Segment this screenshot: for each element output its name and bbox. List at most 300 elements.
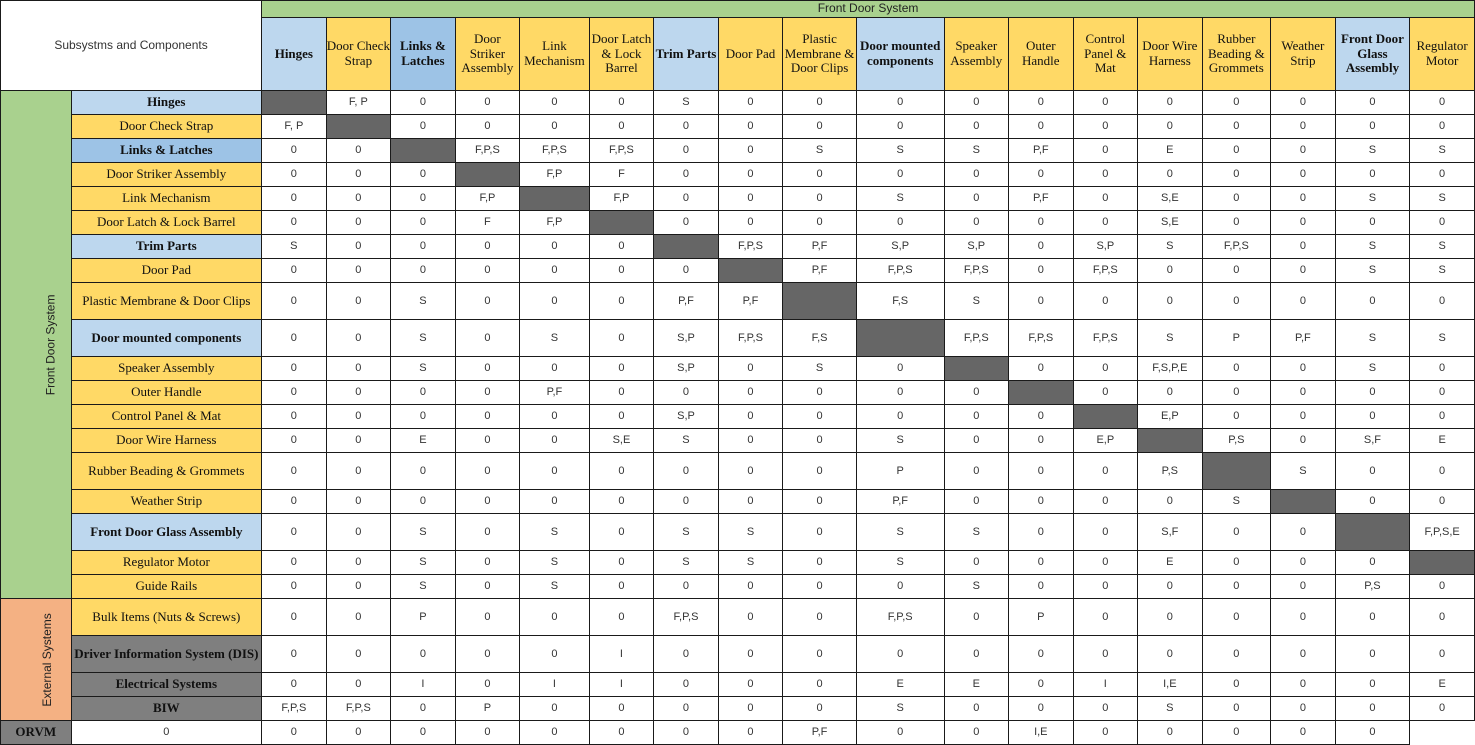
matrix-cell: S xyxy=(783,139,857,163)
matrix-cell: 0 xyxy=(520,283,590,320)
table-row xyxy=(1,453,1475,490)
matrix-cell: 0 xyxy=(455,575,520,599)
matrix-cell: F,P,S xyxy=(718,320,783,357)
matrix-cell: 0 xyxy=(1335,551,1410,575)
table-row xyxy=(1,357,1475,381)
table-row xyxy=(1,211,1475,235)
matrix-cell: 0 xyxy=(1271,115,1336,139)
matrix-cell: 0 xyxy=(1073,551,1138,575)
row-header: Weather Strip xyxy=(71,490,262,514)
matrix-cell: 0 xyxy=(654,259,719,283)
diagonal-cell xyxy=(1073,405,1138,429)
matrix-cell: 0 xyxy=(262,599,327,636)
matrix-cell: S xyxy=(856,551,944,575)
matrix-cell: 0 xyxy=(1138,91,1203,115)
matrix-cell: 0 xyxy=(455,429,520,453)
matrix-cell: 0 xyxy=(654,721,719,745)
matrix-cell: S,P xyxy=(856,235,944,259)
matrix-cell: 0 xyxy=(1335,211,1410,235)
matrix-cell: 0 xyxy=(1410,381,1475,405)
matrix-cell: I xyxy=(1073,673,1138,697)
matrix-cell: 0 xyxy=(783,115,857,139)
matrix-cell: 0 xyxy=(1410,453,1475,490)
matrix-cell: 0 xyxy=(1335,599,1410,636)
matrix-cell: S xyxy=(391,514,456,551)
column-header: Door Striker Assembly xyxy=(455,18,520,91)
matrix-cell: F,S,P,E xyxy=(1138,357,1203,381)
matrix-cell: 0 xyxy=(455,673,520,697)
matrix-cell: 0 xyxy=(1202,283,1271,320)
matrix-cell: 0 xyxy=(262,490,327,514)
matrix-cell: S xyxy=(520,575,590,599)
matrix-cell: 0 xyxy=(1202,721,1271,745)
row-header: Driver Information System (DIS) xyxy=(71,636,262,673)
matrix-cell: 0 xyxy=(589,357,654,381)
matrix-cell: 0 xyxy=(391,211,456,235)
matrix-cell: P,F xyxy=(1271,320,1336,357)
table-row xyxy=(1,381,1475,405)
matrix-cell: 0 xyxy=(944,636,1009,673)
matrix-cell: P,S xyxy=(1138,453,1203,490)
matrix-cell: 0 xyxy=(1073,575,1138,599)
matrix-cell: F,P xyxy=(455,187,520,211)
matrix-cell: 0 xyxy=(455,453,520,490)
matrix-cell: I xyxy=(589,673,654,697)
matrix-cell: 0 xyxy=(589,115,654,139)
matrix-cell: 0 xyxy=(1073,357,1138,381)
row-header: Electrical Systems xyxy=(71,673,262,697)
matrix-cell: F,P,S xyxy=(718,235,783,259)
matrix-cell: 0 xyxy=(1073,115,1138,139)
matrix-cell: F,P,S xyxy=(455,139,520,163)
matrix-cell: F,S xyxy=(783,320,857,357)
matrix-cell: 0 xyxy=(455,283,520,320)
matrix-cell: 0 xyxy=(783,490,857,514)
matrix-cell: 0 xyxy=(520,91,590,115)
matrix-cell: 0 xyxy=(783,381,857,405)
matrix-cell: 0 xyxy=(856,115,944,139)
matrix-cell: 0 xyxy=(718,211,783,235)
matrix-cell: 0 xyxy=(1202,187,1271,211)
matrix-cell: 0 xyxy=(326,405,391,429)
matrix-cell: 0 xyxy=(391,490,456,514)
matrix-cell: 0 xyxy=(654,490,719,514)
matrix-cell: 0 xyxy=(1271,357,1336,381)
matrix-cell: F,P,S xyxy=(944,320,1009,357)
diagonal-cell xyxy=(944,357,1009,381)
matrix-cell: 0 xyxy=(326,599,391,636)
matrix-cell: 0 xyxy=(1138,259,1203,283)
matrix-cell: 0 xyxy=(1073,697,1138,721)
matrix-cell: 0 xyxy=(326,283,391,320)
matrix-cell: S xyxy=(654,429,719,453)
row-header: Regulator Motor xyxy=(71,551,262,575)
matrix-cell: F,P,S xyxy=(520,139,590,163)
matrix-cell: 0 xyxy=(262,163,327,187)
matrix-cell: 0 xyxy=(455,115,520,139)
matrix-cell: 0 xyxy=(326,381,391,405)
row-header: Front Door Glass Assembly xyxy=(71,514,262,551)
column-header: Door Wire Harness xyxy=(1138,18,1203,91)
matrix-cell: S xyxy=(718,514,783,551)
matrix-cell: 0 xyxy=(718,636,783,673)
matrix-cell: 0 xyxy=(326,211,391,235)
matrix-cell: 0 xyxy=(944,187,1009,211)
matrix-cell: F,P xyxy=(589,187,654,211)
matrix-cell: 0 xyxy=(326,235,391,259)
matrix-cell: 0 xyxy=(654,381,719,405)
matrix-cell: 0 xyxy=(1202,599,1271,636)
matrix-cell: S xyxy=(944,575,1009,599)
matrix-cell: S xyxy=(654,514,719,551)
matrix-cell: 0 xyxy=(262,575,327,599)
column-header: Link Mechanism xyxy=(520,18,590,91)
diagonal-cell xyxy=(654,235,719,259)
group-label xyxy=(1,599,72,721)
matrix-cell: I,E xyxy=(1009,721,1074,745)
matrix-cell: 0 xyxy=(1410,490,1475,514)
matrix-cell: 0 xyxy=(654,163,719,187)
matrix-cell: 0 xyxy=(856,163,944,187)
matrix-cell: 0 xyxy=(1073,211,1138,235)
matrix-cell: S xyxy=(856,187,944,211)
matrix-cell: 0 xyxy=(391,453,456,490)
column-header: Door Check Strap xyxy=(326,18,391,91)
matrix-cell: 0 xyxy=(1009,115,1074,139)
matrix-cell: 0 xyxy=(944,211,1009,235)
group-label-text: Front Door System xyxy=(43,294,58,395)
diagonal-cell xyxy=(589,211,654,235)
matrix-cell: 0 xyxy=(1271,381,1336,405)
matrix-cell: 0 xyxy=(326,320,391,357)
matrix-cell: 0 xyxy=(1202,514,1271,551)
matrix-cell: 0 xyxy=(326,575,391,599)
matrix-cell: S xyxy=(1335,259,1410,283)
matrix-cell: 0 xyxy=(1271,429,1336,453)
matrix-cell: 0 xyxy=(783,187,857,211)
row-header: Door Wire Harness xyxy=(71,429,262,453)
matrix-cell: S xyxy=(1335,235,1410,259)
matrix-cell: 0 xyxy=(654,673,719,697)
matrix-cell: 0 xyxy=(589,235,654,259)
matrix-cell: 0 xyxy=(1009,490,1074,514)
matrix-cell: 0 xyxy=(1073,163,1138,187)
table-row xyxy=(1,551,1475,575)
matrix-cell: 0 xyxy=(1073,139,1138,163)
matrix-cell: S xyxy=(391,283,456,320)
matrix-cell: 0 xyxy=(520,490,590,514)
matrix-cell: 0 xyxy=(718,187,783,211)
matrix-cell: F, P xyxy=(326,91,391,115)
matrix-cell: 0 xyxy=(262,636,327,673)
matrix-cell: 0 xyxy=(1009,551,1074,575)
matrix-cell: 0 xyxy=(1271,599,1336,636)
column-header: Trim Parts xyxy=(654,18,719,91)
table-row xyxy=(1,259,1475,283)
diagonal-cell xyxy=(262,91,327,115)
matrix-cell: E xyxy=(944,673,1009,697)
matrix-cell: 0 xyxy=(1202,381,1271,405)
matrix-cell: 0 xyxy=(262,429,327,453)
matrix-cell: 0 xyxy=(589,91,654,115)
matrix-cell: 0 xyxy=(1073,599,1138,636)
matrix-cell: 0 xyxy=(718,575,783,599)
diagonal-cell xyxy=(1410,551,1475,575)
matrix-cell: 0 xyxy=(856,357,944,381)
column-header: Door Latch & Lock Barrel xyxy=(589,18,654,91)
matrix-cell: 0 xyxy=(783,636,857,673)
matrix-cell: S,F xyxy=(1138,514,1203,551)
matrix-cell: 0 xyxy=(589,320,654,357)
matrix-cell: 0 xyxy=(1202,163,1271,187)
matrix-cell: 0 xyxy=(1335,91,1410,115)
matrix-cell: 0 xyxy=(520,721,590,745)
matrix-cell: 0 xyxy=(1335,697,1410,721)
matrix-cell: S,E xyxy=(1138,187,1203,211)
matrix-cell: 0 xyxy=(520,405,590,429)
table-row xyxy=(1,235,1475,259)
matrix-cell: I,E xyxy=(1138,673,1203,697)
matrix-cell: 0 xyxy=(589,259,654,283)
diagonal-cell xyxy=(856,320,944,357)
diagonal-cell xyxy=(1009,381,1074,405)
column-header: Plastic Membrane & Door Clips xyxy=(783,18,857,91)
matrix-cell: 0 xyxy=(1009,163,1074,187)
matrix-cell: 0 xyxy=(326,721,391,745)
diagonal-cell xyxy=(718,259,783,283)
matrix-cell: 0 xyxy=(654,575,719,599)
matrix-cell: F,P,S xyxy=(856,259,944,283)
diagonal-cell xyxy=(1202,453,1271,490)
matrix-cell: 0 xyxy=(391,235,456,259)
matrix-cell: F,S xyxy=(856,283,944,320)
matrix-cell: 0 xyxy=(1410,115,1475,139)
matrix-cell: 0 xyxy=(391,636,456,673)
matrix-cell: 0 xyxy=(391,187,456,211)
diagonal-cell xyxy=(1335,514,1410,551)
matrix-cell: S xyxy=(718,551,783,575)
matrix-cell: 0 xyxy=(520,115,590,139)
matrix-cell: 0 xyxy=(783,453,857,490)
matrix-cell: 0 xyxy=(944,697,1009,721)
row-header: Control Panel & Mat xyxy=(71,405,262,429)
column-header: Control Panel & Mat xyxy=(1073,18,1138,91)
matrix-cell: S xyxy=(520,514,590,551)
row-header: BIW xyxy=(71,697,262,721)
matrix-cell: 0 xyxy=(589,381,654,405)
matrix-cell: P xyxy=(1202,320,1271,357)
table-row xyxy=(1,283,1475,320)
column-header: Links & Latches xyxy=(391,18,456,91)
matrix-cell: 0 xyxy=(455,636,520,673)
matrix-cell: 0 xyxy=(1335,636,1410,673)
matrix-cell: 0 xyxy=(262,551,327,575)
matrix-cell: 0 xyxy=(1271,697,1336,721)
diagonal-cell xyxy=(1271,490,1336,514)
matrix-cell: F,P,S xyxy=(589,139,654,163)
matrix-cell: 0 xyxy=(1138,163,1203,187)
matrix-cell: 0 xyxy=(1138,721,1203,745)
row-header: Door Striker Assembly xyxy=(71,163,262,187)
table-row xyxy=(1,721,1475,745)
matrix-cell: 0 xyxy=(455,405,520,429)
matrix-cell: S xyxy=(944,283,1009,320)
matrix-cell: 0 xyxy=(1410,405,1475,429)
matrix-cell: S xyxy=(1335,139,1410,163)
matrix-cell: P,F xyxy=(654,283,719,320)
matrix-cell: P,F xyxy=(718,283,783,320)
matrix-cell: 0 xyxy=(262,673,327,697)
matrix-cell: S xyxy=(1202,490,1271,514)
table-row xyxy=(1,429,1475,453)
table-row xyxy=(1,673,1475,697)
matrix-cell: 0 xyxy=(856,405,944,429)
matrix-cell: F xyxy=(589,163,654,187)
matrix-cell: 0 xyxy=(718,381,783,405)
matrix-cell: 0 xyxy=(1009,357,1074,381)
matrix-cell: 0 xyxy=(1271,91,1336,115)
matrix-cell: 0 xyxy=(718,91,783,115)
matrix-cell: 0 xyxy=(1073,91,1138,115)
matrix-cell: 0 xyxy=(1009,235,1074,259)
row-header: Door Pad xyxy=(71,259,262,283)
matrix-cell: 0 xyxy=(520,697,590,721)
matrix-cell: 0 xyxy=(1271,551,1336,575)
matrix-cell: 0 xyxy=(718,673,783,697)
matrix-cell: 0 xyxy=(1271,673,1336,697)
matrix-cell: P,F xyxy=(783,235,857,259)
matrix-cell: 0 xyxy=(1410,599,1475,636)
matrix-cell: 0 xyxy=(1335,673,1410,697)
matrix-cell: 0 xyxy=(944,721,1009,745)
matrix-cell: S xyxy=(520,551,590,575)
matrix-cell: 0 xyxy=(589,514,654,551)
matrix-cell: S xyxy=(391,551,456,575)
matrix-cell: 0 xyxy=(1335,453,1410,490)
matrix-cell: P,F xyxy=(1009,187,1074,211)
matrix-cell: 0 xyxy=(589,490,654,514)
matrix-cell: 0 xyxy=(1202,259,1271,283)
matrix-cell: 0 xyxy=(589,599,654,636)
matrix-cell: 0 xyxy=(262,721,327,745)
table-row xyxy=(1,405,1475,429)
matrix-cell: 0 xyxy=(455,235,520,259)
matrix-cell: 0 xyxy=(1009,575,1074,599)
matrix-cell: 0 xyxy=(783,211,857,235)
matrix-cell: S xyxy=(1138,697,1203,721)
matrix-cell: S xyxy=(856,514,944,551)
matrix-cell: F,P,S xyxy=(1073,259,1138,283)
matrix-cell: 0 xyxy=(391,91,456,115)
matrix-cell: F,P,S xyxy=(1073,320,1138,357)
matrix-cell: 0 xyxy=(654,187,719,211)
matrix-cell: 0 xyxy=(589,283,654,320)
matrix-cell: 0 xyxy=(262,381,327,405)
matrix-cell: 0 xyxy=(783,91,857,115)
table-row xyxy=(1,514,1475,551)
matrix-cell: 0 xyxy=(262,187,327,211)
matrix-cell: 0 xyxy=(1073,721,1138,745)
matrix-cell: 0 xyxy=(262,320,327,357)
matrix-cell: 0 xyxy=(783,697,857,721)
matrix-cell: P,S xyxy=(1335,575,1410,599)
matrix-cell: 0 xyxy=(262,259,327,283)
matrix-cell: 0 xyxy=(1271,235,1336,259)
matrix-cell: 0 xyxy=(1335,283,1410,320)
row-header: Outer Handle xyxy=(71,381,262,405)
matrix-cell: 0 xyxy=(1271,514,1336,551)
matrix-cell: 0 xyxy=(326,490,391,514)
matrix-cell: F,P,S xyxy=(944,259,1009,283)
matrix-cell: 0 xyxy=(1271,636,1336,673)
matrix-cell: E xyxy=(1410,429,1475,453)
table-row xyxy=(1,636,1475,673)
matrix-cell: 0 xyxy=(783,429,857,453)
matrix-cell: 0 xyxy=(1138,636,1203,673)
matrix-cell: 0 xyxy=(1271,139,1336,163)
matrix-cell: F, P xyxy=(262,115,327,139)
matrix-cell: 0 xyxy=(856,721,944,745)
matrix-cell: S,P xyxy=(944,235,1009,259)
matrix-cell: F,P,S xyxy=(326,697,391,721)
matrix-cell: P,F xyxy=(856,490,944,514)
matrix-cell: 0 xyxy=(520,453,590,490)
matrix-cell: 0 xyxy=(1073,381,1138,405)
diagonal-cell xyxy=(520,187,590,211)
matrix-cell: 0 xyxy=(1009,259,1074,283)
matrix-cell: 0 xyxy=(455,381,520,405)
matrix-cell: 0 xyxy=(1335,381,1410,405)
matrix-cell: F xyxy=(455,211,520,235)
matrix-cell: S,P xyxy=(654,320,719,357)
matrix-cell: F,P,S xyxy=(1009,320,1074,357)
matrix-cell: S xyxy=(1138,320,1203,357)
matrix-cell: S xyxy=(1410,187,1475,211)
diagonal-cell xyxy=(455,163,520,187)
matrix-cell: S xyxy=(944,139,1009,163)
matrix-cell: 0 xyxy=(1335,721,1410,745)
matrix-cell: 0 xyxy=(326,163,391,187)
matrix-cell: F,P,S xyxy=(262,697,327,721)
column-header: Hinges xyxy=(262,18,327,91)
matrix-cell: E xyxy=(391,429,456,453)
matrix-cell: 0 xyxy=(718,163,783,187)
matrix-cell: P xyxy=(856,453,944,490)
matrix-cell: 0 xyxy=(1138,599,1203,636)
matrix-cell: 0 xyxy=(1009,697,1074,721)
matrix-cell: S xyxy=(391,575,456,599)
matrix-cell: S,F xyxy=(1335,429,1410,453)
matrix-cell: 0 xyxy=(1271,187,1336,211)
matrix-cell: 0 xyxy=(326,139,391,163)
matrix-cell: 0 xyxy=(1073,283,1138,320)
matrix-cell: 0 xyxy=(326,357,391,381)
row-header: Bulk Items (Nuts & Screws) xyxy=(71,599,262,636)
matrix-cell: 0 xyxy=(1138,381,1203,405)
matrix-cell: 0 xyxy=(1009,91,1074,115)
matrix-cell: S xyxy=(783,357,857,381)
diagonal-cell xyxy=(326,115,391,139)
matrix-cell: E,P xyxy=(1138,405,1203,429)
matrix-cell: 0 xyxy=(654,636,719,673)
diagonal-cell xyxy=(783,283,857,320)
matrix-cell: 0 xyxy=(944,453,1009,490)
table-row xyxy=(1,139,1475,163)
matrix-cell: 0 xyxy=(520,429,590,453)
matrix-cell: 0 xyxy=(1138,490,1203,514)
matrix-cell: 0 xyxy=(1202,357,1271,381)
matrix-cell: 0 xyxy=(1138,283,1203,320)
